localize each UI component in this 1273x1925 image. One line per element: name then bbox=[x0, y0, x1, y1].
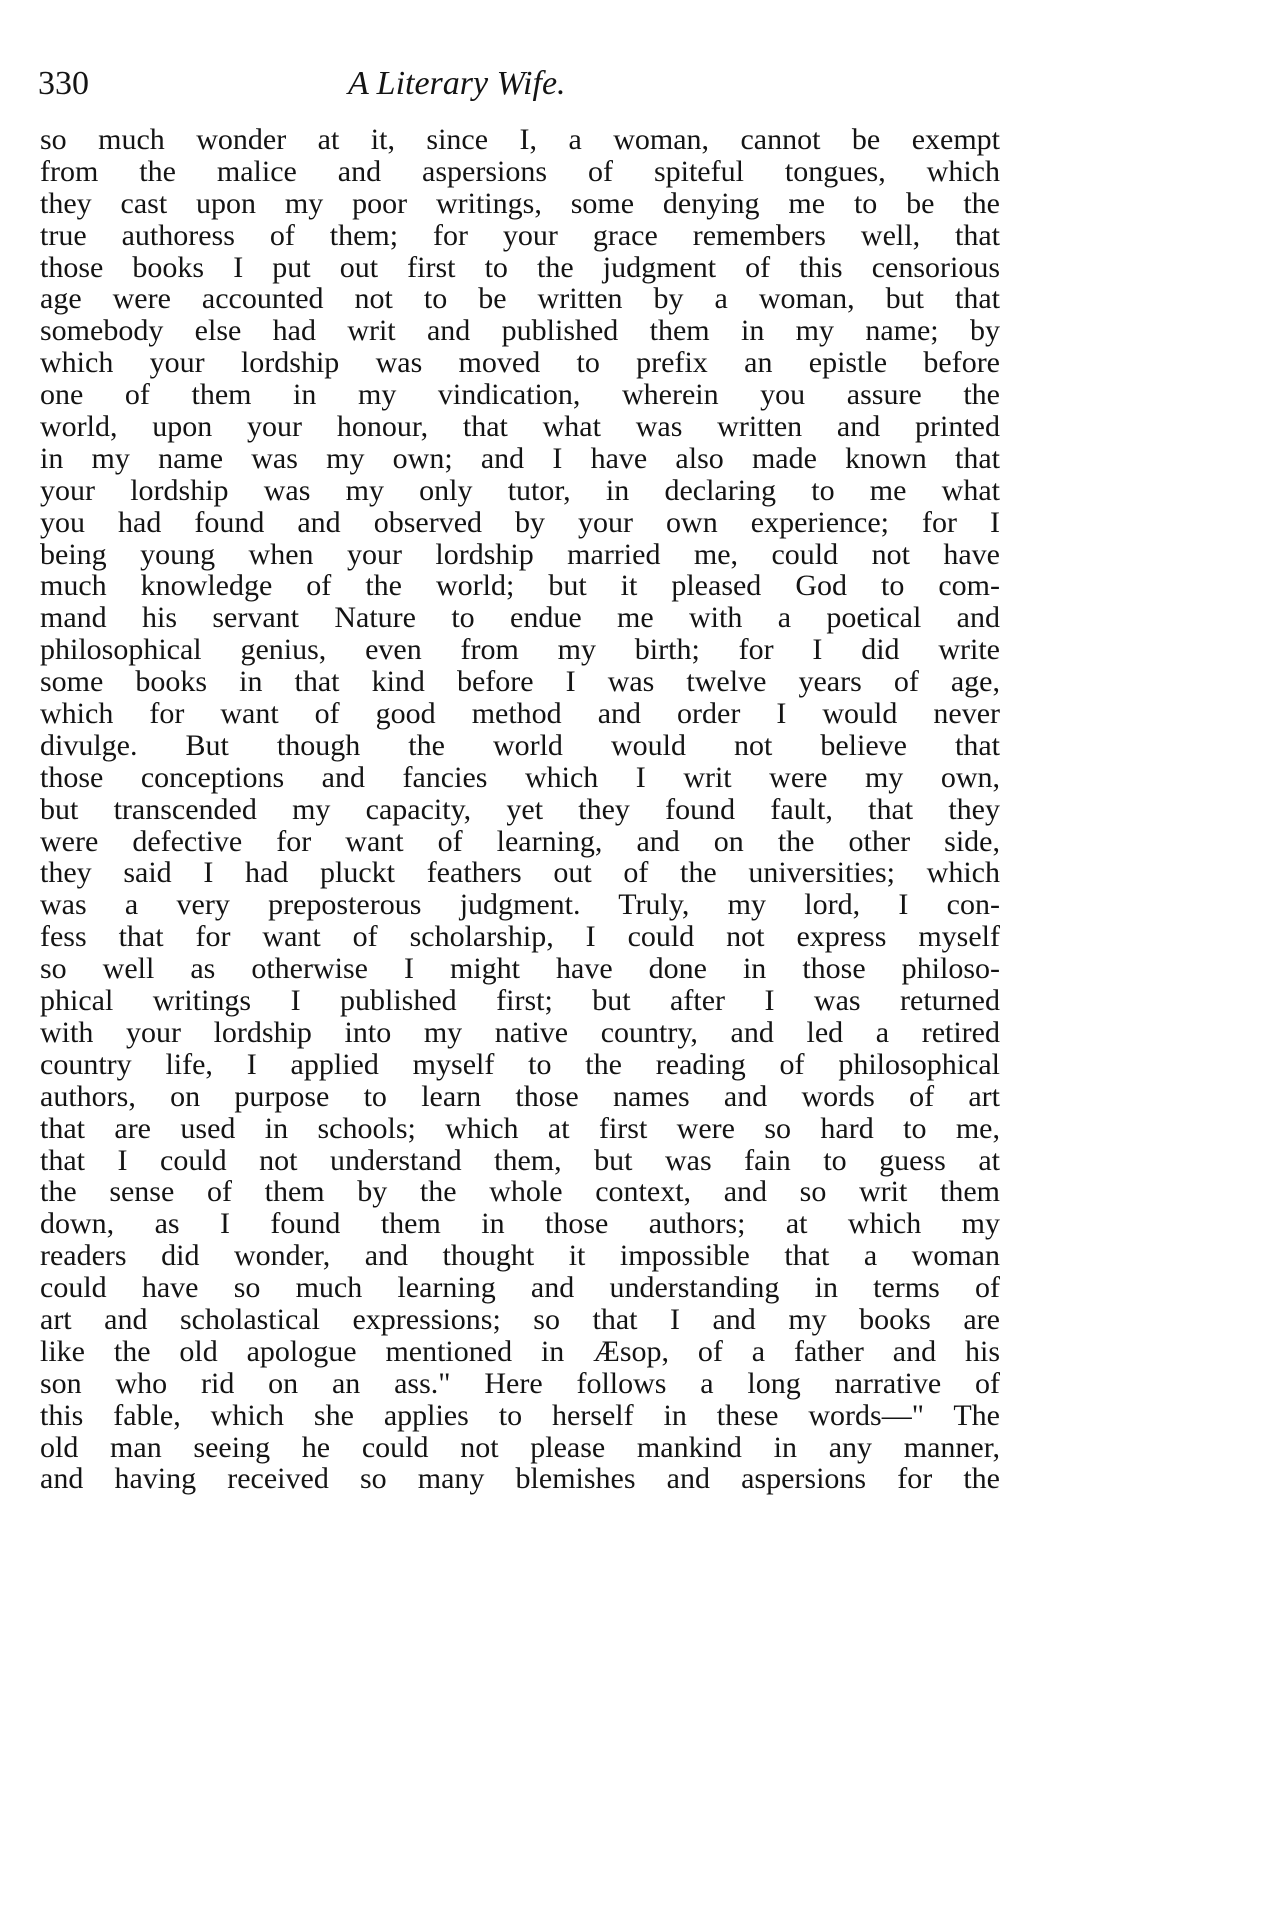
text-line: the sense of them by the whole context, and so writ them bbox=[40, 1175, 1000, 1209]
text-line: from the malice and aspersions of spiteful tongues, which bbox=[40, 154, 1000, 188]
text-line: you had found and observed by your own experience; for I bbox=[40, 505, 1000, 539]
text-line: with your lordship into my native country, and led a retired bbox=[40, 1015, 1000, 1049]
text-line: age were accounted not to be written by a woman, but that bbox=[40, 282, 1000, 316]
text-line: readers did wonder, and thought it impossible that a woman bbox=[40, 1239, 1000, 1273]
text-line: and having received so many blemishes and aspersions for the bbox=[40, 1462, 1000, 1496]
body-text bbox=[40, 124, 1000, 1495]
text-line: but transcended my capacity, yet they found fault, that they bbox=[40, 792, 1000, 826]
text-line: down, as I found them in those authors; at which my bbox=[40, 1207, 1000, 1241]
text-line: in my name was my own; and I have also made known that bbox=[40, 441, 1000, 475]
text-line: could have so much learning and understanding in terms of bbox=[40, 1271, 1000, 1305]
text-line: much knowledge of the world; but it pleased God to com- bbox=[40, 569, 1000, 603]
text-line: country life, I applied myself to the reading of philosophical bbox=[40, 1047, 1000, 1081]
text-line: one of them in my vindication, wherein you assure the bbox=[40, 378, 1000, 412]
text-line: they cast upon my poor writings, some denying me to be the bbox=[40, 186, 1000, 220]
text-line: that I could not understand them, but was fain to guess at bbox=[40, 1143, 1000, 1177]
text-line: your lordship was my only tutor, in declaring to me what bbox=[40, 473, 1000, 507]
text-line: which your lordship was moved to prefix an epistle before bbox=[40, 346, 1000, 380]
running-title: A Literary Wife. bbox=[348, 65, 566, 102]
text-line: son who rid on an ass." Here follows a long narrative of bbox=[40, 1366, 1000, 1400]
text-line: those books I put out first to the judgment of this censorious bbox=[40, 250, 1000, 284]
page-number: 330 bbox=[38, 65, 89, 102]
text-line: being young when your lordship married me, could not have bbox=[40, 537, 1000, 571]
text-line: those conceptions and fancies which I writ were my own, bbox=[40, 760, 1000, 794]
text-line: some books in that kind before I was twelve years of age, bbox=[40, 665, 1000, 699]
text-line: they said I had pluckt feathers out of the universities; which bbox=[40, 856, 1000, 890]
text-line: old man seeing he could not please mankind in any manner, bbox=[40, 1430, 1000, 1464]
text-line: somebody else had writ and published them in my name; by bbox=[40, 314, 1000, 348]
text-line: so much wonder at it, since I, a woman, cannot be exempt bbox=[40, 123, 1000, 156]
text-line: world, upon your honour, that what was written and printed bbox=[40, 410, 1000, 444]
text-line: divulge. But though the world would not believe that bbox=[40, 728, 1000, 762]
text-line: was a very preposterous judgment. Truly, my lord, I con- bbox=[40, 888, 1000, 922]
text-line: that are used in schools; which at first were so hard to me, bbox=[40, 1111, 1000, 1145]
running-head bbox=[38, 62, 998, 106]
text-line: art and scholastical expressions; so that I and my books are bbox=[40, 1302, 1000, 1336]
text-line: which for want of good method and order I would never bbox=[40, 697, 1000, 731]
text-line: philosophical genius, even from my birth; for I did write bbox=[40, 633, 1000, 667]
text-line: mand his servant Nature to endue me with a poetical and bbox=[40, 601, 1000, 635]
text-line: like the old apologue mentioned in Æsop, of a father and his bbox=[40, 1334, 1000, 1368]
text-line: so well as otherwise I might have done in those philoso- bbox=[40, 952, 1000, 986]
text-line: were defective for want of learning, and on the other side, bbox=[40, 824, 1000, 858]
text-line: fess that for want of scholarship, I could not express myself bbox=[40, 920, 1000, 954]
text-line: phical writings I published first; but after I was returned bbox=[40, 984, 1000, 1018]
text-line: true authoress of them; for your grace remembers well, that bbox=[40, 218, 1000, 252]
text-line: authors, on purpose to learn those names and words of art bbox=[40, 1079, 1000, 1113]
text-line: this fable, which she applies to herself in these words—" The bbox=[40, 1398, 1000, 1432]
